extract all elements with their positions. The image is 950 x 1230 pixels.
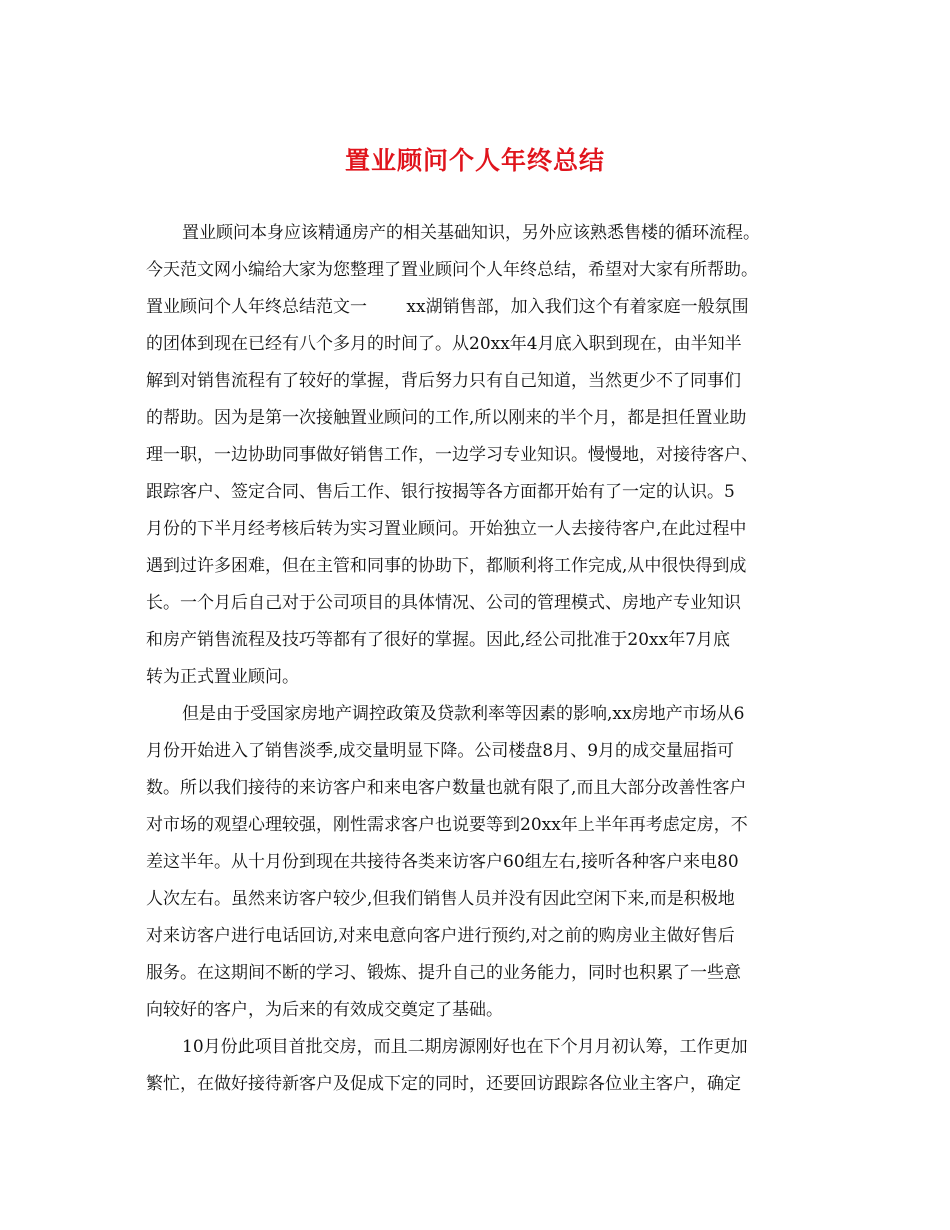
paragraph-line: 跟踪客户、签定合同、售后工作、银行按揭等各方面都开始有了一定的认识。5: [146, 482, 735, 502]
paragraph-line: 长。一个月后自己对于公司项目的具体情况、公司的管理模式、房地产专业知识: [146, 593, 741, 613]
paragraph-line: 理一职，一边协助同事做好销售工作，一边学习专业知识。慢慢地，对接待客户、: [146, 445, 758, 465]
paragraph-line: 转为正式置业顾问。: [146, 667, 299, 687]
paragraph-line: 月份的下半月经考核后转为实习置业顾问。开始独立一人去接待客户,在此过程中: [146, 519, 747, 539]
paragraph-line: 遇到过许多困难，但在主管和同事的协助下，都顺利将工作完成,从中很快得到成: [146, 556, 747, 576]
paragraph-line: 置业顾问个人年终总结范文一 xx湖销售部，加入我们这个有着家庭一般氛围: [146, 297, 749, 317]
paragraph-line: 服务。在这期间不断的学习、锻炼、提升自己的业务能力，同时也积累了一些意: [146, 963, 741, 983]
paragraph-line: 解到对销售流程有了较好的掌握，背后努力只有自己知道，当然更少不了同事们: [146, 371, 741, 391]
paragraph-line: 向较好的客户，为后来的有效成交奠定了基础。: [146, 1000, 503, 1020]
paragraph-line: 对来访客户进行电话回访,对来电意向客户进行预约,对之前的购房业主做好售后: [146, 926, 735, 946]
paragraph-line: 人次左右。虽然来访客户较少,但我们销售人员并没有因此空闲下来,而是积极地: [146, 889, 735, 909]
paragraph-line: 对市场的观望心理较强，刚性需求客户也说要等到20xx年上半年再考虑定房，不: [146, 815, 748, 835]
paragraph-line: 的帮助。因为是第一次接触置业顾问的工作,所以刚来的半个月，都是担任置业助: [146, 408, 747, 428]
paragraph-line: 差这半年。从十月份到现在共接待各类来访客户60组左右,接听各种客户来电80: [146, 852, 739, 872]
paragraph-line: 繁忙，在做好接待新客户及促成下定的同时，还要回访跟踪各位业主客户，确定: [146, 1074, 741, 1094]
paragraph-line: 数。所以我们接待的来访客户和来电客户数量也就有限了,而且大部分改善性客户: [146, 778, 747, 798]
document-title: 置业顾问个人年终总结: [344, 146, 605, 175]
paragraph-line: 但是由于受国家房地产调控政策及贷款利率等因素的影响,xx房地产市场从6: [182, 704, 745, 724]
paragraph-line: 10月份此项目首批交房，而且二期房源刚好也在下个月月初认筹，工作更加: [182, 1037, 748, 1057]
paragraph-line: 月份开始进入了销售淡季,成交量明显下降。公司楼盘8月、9月的成交量屈指可: [146, 741, 735, 761]
paragraph-line: 今天范文网小编给大家为您整理了置业顾问个人年终总结，希望对大家有所帮助。: [146, 260, 758, 280]
paragraph-line: 置业顾问本身应该精通房产的相关基础知识，另外应该熟悉售楼的循环流程。: [182, 223, 760, 243]
paragraph-line: 的团体到现在已经有八个多月的时间了。从20xx年4月底入职到现在，由半知半: [146, 334, 742, 354]
paragraph-line: 和房产销售流程及技巧等都有了很好的掌握。因此,经公司批准于20xx年7月底: [146, 630, 731, 650]
